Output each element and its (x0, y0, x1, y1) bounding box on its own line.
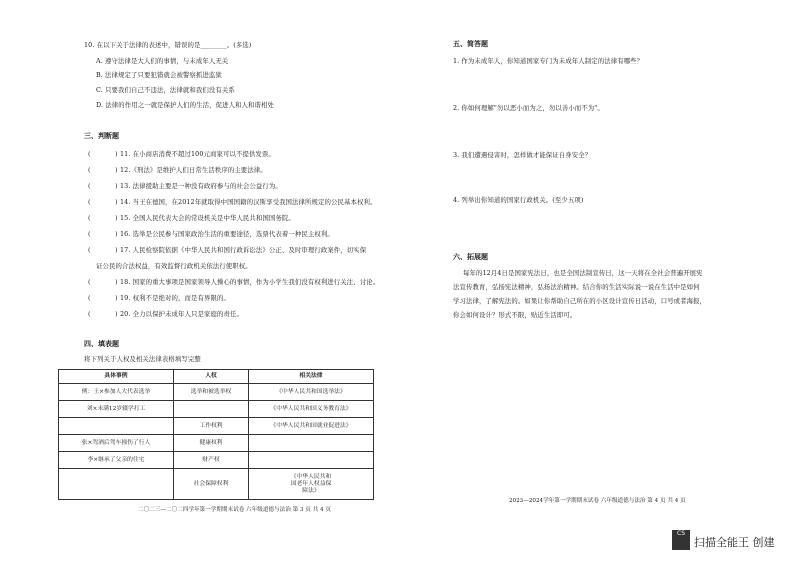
table-cell: 社会保障权利 (174, 469, 249, 500)
answer-paren: ( (88, 310, 91, 318)
answer-paren: ( (88, 294, 91, 302)
extension-line: 你会如何设计？形式不限，贴近生活即可。 (453, 311, 577, 319)
judge-item: 16. 选举是公民参与国家政治生活的重要途径，选票代表着一种民主权利。 (120, 230, 334, 238)
extension-line: 每年的12月4日是国家宪法日，也是全国法制宣传日，这一天将在全社会普遍开展宪 (463, 269, 703, 277)
short-answer-q2: 2. 你如何理解"勿以恶小而为之，勿以善小而不为"。 (453, 104, 604, 112)
judge-item-cont: 证公民的合法权益，有效监督行政机关依法行使职权。 (96, 262, 252, 270)
table-cell: 张×驾酒后驾车撞伤了行人 (59, 435, 174, 452)
table-cell: 工作权利 (174, 418, 249, 435)
table-cell-blank[interactable] (59, 469, 174, 500)
extension-line: 法宣传教育，弘扬宪法精神，弘扬法治精神。结合你的生活实际说一说在生活中是如何 (453, 283, 700, 291)
answer-paren: ( (88, 230, 91, 238)
scanner-watermark (672, 530, 794, 552)
scanner-brand-text: 扫描全能王 创建 (694, 536, 775, 549)
answer-paren: ( (88, 278, 91, 286)
judge-item: 11. 在小商店消费不超过100元商家可以不提供发票。 (120, 150, 275, 158)
judge-item: 12.《刑法》是维护人们日常生活秩序的主要法律。 (120, 166, 267, 174)
answer-paren-close: ) (115, 230, 118, 238)
extension-line: 学习法律，了解宪法的。如果让你帮助自己所在的小区设计宣传日活动，口号或者海报， (453, 297, 707, 305)
answer-paren: ( (88, 166, 91, 174)
section4-instruction: 将下列关于人权及相关法律表格填写完整 (84, 355, 201, 363)
short-answer-q4: 4. 列举出你知道的国家行政机关。(至少五项) (453, 196, 584, 204)
answer-paren: ( (88, 198, 91, 206)
answer-paren-close: ) (115, 214, 118, 222)
judge-item: 18. 国家的重大事项是国家领导人操心的事情，作为小学生我们没有权利进行关注、讨论。 (120, 278, 380, 286)
answer-paren: ( (88, 150, 91, 158)
answer-paren: ( (88, 214, 91, 222)
table-cell: 财产权 (174, 452, 249, 469)
table-row (59, 401, 374, 418)
table-row (59, 384, 374, 401)
judge-item: 20. 全力以保护未成年人只是家庭的责任。 (120, 310, 243, 318)
judge-item: 14. 当王在德国，在2012年就取得中国国籍的汉斯享受我国法律所规定的公民基本权利。 (120, 198, 377, 206)
table-cell-blank[interactable] (249, 435, 374, 452)
table-cell: 刘×未满12岁辍学打工 (59, 401, 174, 418)
judge-item: 17. 人民检察院依据《中华人民共和国行政诉讼法》公正、及时审理行政案件，切实保 (120, 246, 367, 254)
q10-stem: 10. 在以下关于法律的表述中，错误的是________。(多选) (84, 41, 252, 49)
table-cell: 李×继承了父亲的住宅 (59, 452, 174, 469)
table-header: 人权 (174, 370, 249, 384)
answer-paren-close: ) (115, 246, 118, 254)
q10-option-c: C. 只要我们自己不违法，法律就和我们没有关系 (96, 86, 235, 94)
answer-paren-close: ) (115, 310, 118, 318)
table-row (59, 418, 374, 435)
section5-title: 五、简答题 (453, 39, 488, 48)
table-header-row (59, 370, 374, 384)
table-cell: 《中华人民共和国老年人权益保障法》 (249, 469, 374, 500)
table-cell: 《中华人民共和国选举法》 (249, 384, 374, 401)
scanner-logo-icon: CS (672, 530, 690, 550)
answer-paren-close: ) (115, 166, 118, 174)
table-cell-blank[interactable] (59, 418, 174, 435)
table-cell: 健康权利 (174, 435, 249, 452)
section6-title: 六、拓展题 (453, 252, 488, 261)
rights-table (58, 369, 374, 500)
section4-title: 四、填表题 (84, 339, 119, 348)
table-cell: 《中华人民共和国义务教育法》 (249, 401, 374, 418)
answer-paren: ( (88, 182, 91, 190)
judge-item: 13. 法律援助主要是一种没有政府参与的社会公益行为。 (120, 182, 282, 190)
footer-right: 2023—2024学年第一学期期末试卷 六年级道德与法治 第 4 页 共 4 页 (509, 498, 686, 504)
judge-item: 19. 权利不是绝对的，而是有界限的。 (120, 294, 230, 302)
q10-option-b: B. 法律规定了只要犯错就会被警察抓进监狱 (96, 71, 222, 79)
q10-option-a: A. 遵守法律是大人们的事情，与未成年人无关 (96, 57, 229, 65)
answer-paren-close: ) (115, 294, 118, 302)
answer-paren-close: ) (115, 182, 118, 190)
answer-paren-close: ) (115, 278, 118, 286)
table-row (59, 435, 374, 452)
table-cell-blank[interactable] (174, 401, 249, 418)
table-cell: 例：王×参加人大代表选举 (59, 384, 174, 401)
short-answer-q1: 1. 作为未成年人，你知道国家专门为未成年人制定的法律有哪些？ (453, 57, 644, 65)
answer-paren-close: ) (115, 198, 118, 206)
table-row (59, 469, 374, 500)
table-cell: 《中华人民共和国就业促进法》 (249, 418, 374, 435)
answer-paren: ( (88, 246, 91, 254)
footer-left: 二〇二三—二〇二四学年第一学期期末试卷 六年级道德与法治 第 3 页 共 4 页 (138, 507, 331, 513)
answer-paren-close: ) (115, 150, 118, 158)
table-cell-blank[interactable] (249, 452, 374, 469)
q10-option-d: D. 法律的作用之一就是保护人们的生活，促进人和人和谐相处 (96, 101, 275, 109)
table-row (59, 452, 374, 469)
judge-item: 15. 全国人民代表大会的常设机关是中华人民共和国国务院。 (120, 214, 295, 222)
short-answer-q3: 3. 我们遭遇侵害时，怎样做才能保证自身安全？ (453, 151, 592, 159)
table-header: 具体事例 (59, 370, 174, 384)
section3-title: 三、判断题 (84, 131, 119, 140)
table-cell: 选举和被选举权 (174, 384, 249, 401)
table-header: 相关法律 (249, 370, 374, 384)
